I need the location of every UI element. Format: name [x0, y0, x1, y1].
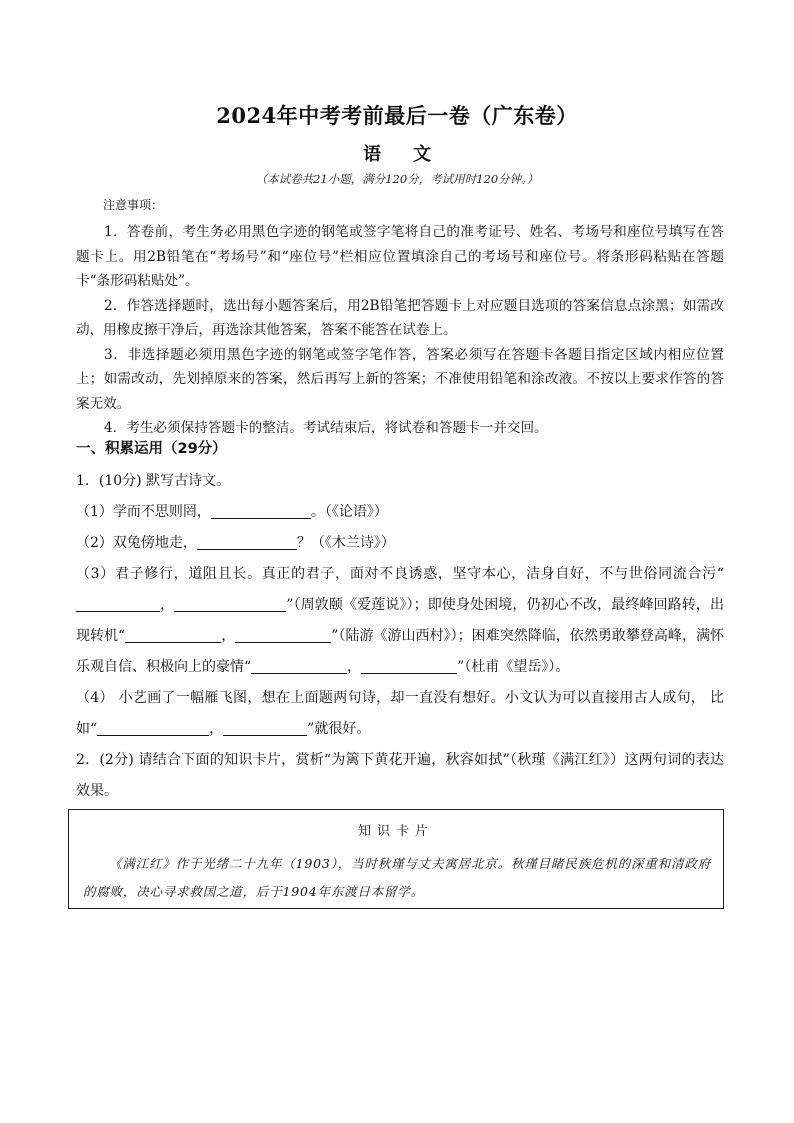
subject-label: 语文 [363, 144, 463, 165]
knowledge-card [68, 809, 724, 909]
question-2 [76, 745, 724, 807]
answer-blank[interactable] [174, 593, 286, 612]
answer-blank[interactable] [211, 500, 311, 519]
answer-blank[interactable] [125, 624, 221, 643]
notes-list [76, 220, 724, 441]
section-heading: 一、积累运用（29分） [76, 441, 227, 457]
notes-heading: 注意事项： [103, 198, 164, 212]
exam-title: 2024年中考考前最后一卷（广东卷） [216, 103, 578, 128]
q1-stem: 1．(10分) 默写古诗文。 [76, 473, 231, 489]
answer-blank[interactable] [361, 655, 457, 674]
answer-blank[interactable] [235, 624, 331, 643]
answer-blank[interactable] [197, 531, 297, 550]
knowledge-card-text: 《满江红》作于光绪二十九年（1903），当时秋瑾与丈夫寓居北京。秋瑾目睹民族危机的深重和清政府的腐败，决心寻求救国之道，后于1904年东渡日本留学。 [83, 856, 711, 899]
answer-blank[interactable] [97, 717, 209, 736]
note-item-3: 3．非选择题必须用黑色字迹的钢笔或签字笔作答，答案必须写在答题卡各题目指定区域内相应位置上；如需改动，先划掉原来的答案，然后再写上新的答案；不准使用铅笔和涂改液。不按以上要求作答的答案无效。 [76, 346, 724, 412]
answer-blank[interactable] [251, 655, 347, 674]
answer-blank[interactable] [76, 593, 160, 612]
answer-blank[interactable] [223, 717, 307, 736]
exam-info: （本试卷共21小题，满分120分，考试用时120分钟。） [255, 172, 539, 186]
q2-stem: 2．(2分) 请结合下面的知识卡片，赏析“为篱下黄花开遍，秋容如拭”（秋瑾《满江红》）这两句词的表达效果。 [76, 752, 724, 799]
q1-sub-4: （4） 小艺画了一幅雁飞图，想在上面题两句诗，却一直没有想好。小文认为可以直接用古人成句， 比如“ ， ”就很好。 [76, 690, 724, 737]
q1-sub-2: （2）双兔傍地走， ？（《木兰诗》） [76, 528, 724, 559]
question-1 [76, 466, 724, 745]
note-item-1: 1．答卷前，考生务必用黑色字迹的钢笔或签字笔将自己的准考证号、姓名、考场号和座位号填写在答题卡上。用2B铅笔在“考场号”和“座位号”栏相应位置填涂自己的考场号和座位号。将条形码粘贴在答题卡“条形码粘贴处”。 [76, 224, 724, 289]
note-item-4: 4．考生必须保持答题卡的整洁。考试结束后，将试卷和答题卡一并交回。 [104, 420, 548, 436]
knowledge-card-title: 知识卡片 [357, 824, 434, 839]
q1-sub-3: （3）君子修行，道阻且长。真正的君子，面对不良诱惑，坚守本心，洁身自好，不与世俗同流合污“， ”（周敦颐《爱莲说》）；即使身处困境，仍初心不改，最终峰回路转，出现转机“ ， ”（陆游《游山西村》）；困难突然降临，依然勇敢攀登高峰，满怀乐观自信、积极向上的豪情“ ， ”（杜甫《望岳》）。 [76, 566, 725, 675]
note-item-2: 2．作答选择题时，选出每小题答案后，用2B铅笔把答题卡上对应题目选项的答案信息点涂黑；如需改动，用橡皮擦干净后，再选涂其他答案，答案不能答在试卷上。 [76, 297, 724, 338]
q1-sub-1: （1）学而不思则罔， 。（《论语》） [76, 497, 724, 528]
